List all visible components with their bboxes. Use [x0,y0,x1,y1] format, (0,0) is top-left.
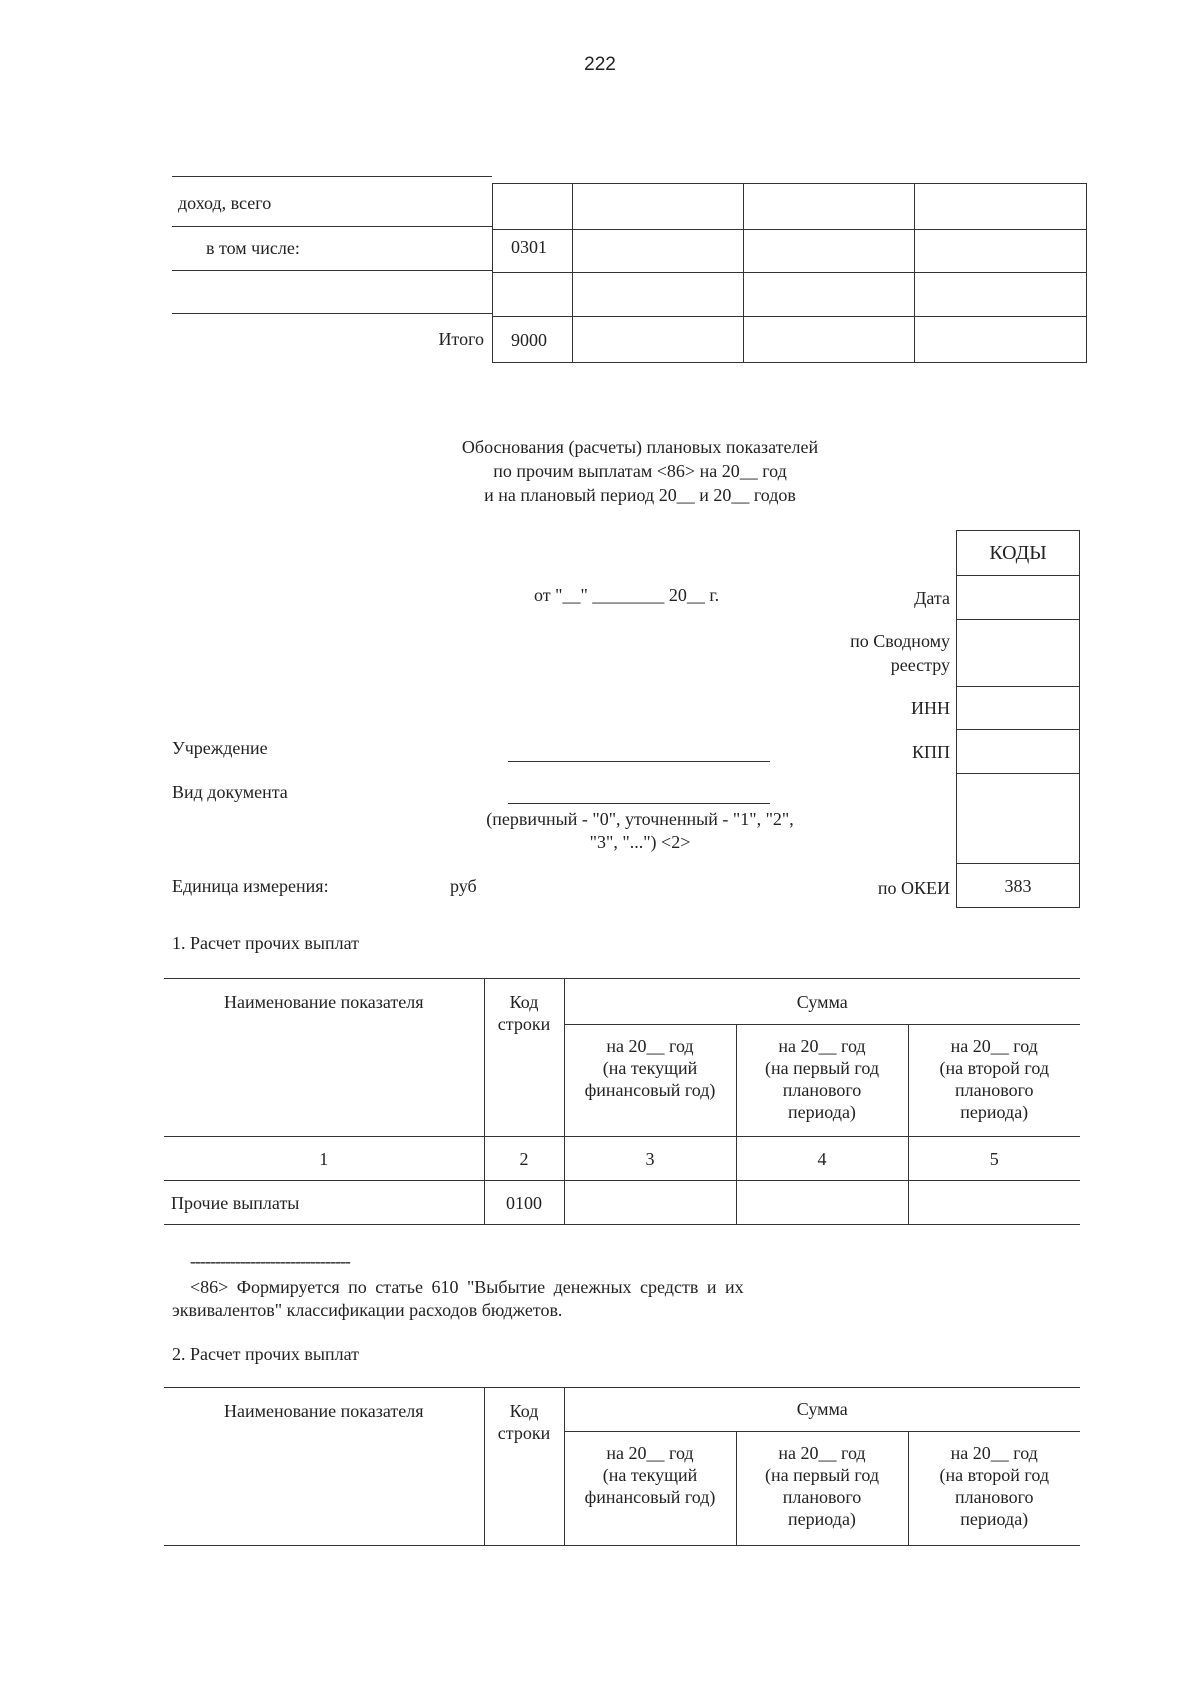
top-code-cell [493,273,573,317]
codes-kpp-label: КПП [911,742,950,762]
s1-col5: на 20__ год (на второй год планового периода) [908,1025,1080,1137]
codes-doctype-cell [957,774,1080,864]
codes-header: КОДЫ [957,531,1080,576]
section2-title: 2. Расчет прочих выплат [172,1344,359,1364]
codes-date-label: Дата [914,588,950,608]
s1-col3: на 20__ год (на текущий финансовый год) [564,1025,736,1137]
s1-col-name: Наименование показателя [164,979,484,1137]
top-table-grid [492,183,1087,363]
s1-num-2: 2 [484,1137,564,1181]
footnote-line-2: эквивалентов" классификации расходов бюджетов. [172,1300,563,1320]
doc-type-underline [508,803,770,804]
codes-okei-label: по ОКЕИ [877,878,950,898]
codes-okei-cell: 383 [957,864,1080,908]
doc-type-label: Вид документа [172,782,288,802]
codes-inn-cell [957,687,1080,730]
s1-num-5: 5 [908,1137,1080,1181]
codes-registry-cell [957,620,1080,687]
codes-registry-label-2: реестру [890,655,950,675]
footnote-separator: -------------------------------- [190,1251,350,1271]
s1-col-sum: Сумма [564,979,1080,1025]
s1-num-1: 1 [164,1137,484,1181]
s1-num-4: 4 [736,1137,908,1181]
date-line: от "__" ________ 20__ г. [534,585,720,605]
codes-inn-label: ИНН [911,698,950,718]
codes-box [956,530,1080,908]
heading-line-3: и на плановый период 20__ и 20__ годов [484,485,796,505]
s1-row-label: Прочие выплаты [164,1181,484,1225]
s2-col5: на 20__ год (на второй год планового периода) [908,1432,1080,1546]
s1-col4: на 20__ год (на первый год планового периода) [736,1025,908,1137]
heading-line-2: по прочим выплатам <86> на 20__ год [493,461,787,481]
institution-label: Учреждение [172,738,268,758]
s2-col-code: Код строки [484,1388,564,1546]
doc-type-hint-2: "3", "...") <2> [589,832,691,852]
s2-col-sum: Сумма [564,1388,1080,1432]
top-row-income-label: доход, всего [178,193,272,213]
unit-label: Единица измерения: [172,876,329,896]
top-code-cell [493,184,573,230]
page-number: 222 [584,54,616,75]
codes-registry-label-1: по Сводному [850,631,950,651]
section1-title: 1. Расчет прочих выплат [172,933,359,953]
institution-underline [508,761,770,762]
unit-value: руб [450,876,477,896]
s1-num-3: 3 [564,1137,736,1181]
heading-line-1: Обоснования (расчеты) плановых показателей [461,437,819,457]
s2-col3: на 20__ год (на текущий финансовый год) [564,1432,736,1546]
s1-col-code: Код строки [484,979,564,1137]
s2-col-name: Наименование показателя [164,1388,484,1546]
section2-table [164,1387,1080,1546]
section1-table [164,978,1080,1225]
doc-type-hint-1: (первичный - "0", уточненный - "1", "2", [486,809,794,829]
top-row-including-label: в том числе: [206,238,300,258]
codes-kpp-cell [957,730,1080,774]
top-row-total-label: Итого [438,329,484,349]
footnote-line-1: <86> Формируется по статье 610 "Выбытие денежных средств и их [190,1277,744,1297]
codes-date-cell [957,576,1080,620]
s1-row-code: 0100 [484,1181,564,1225]
top-code-cell: 0301 [493,230,573,273]
top-code-cell: 9000 [493,317,573,363]
s2-col4: на 20__ год (на первый год планового периода) [736,1432,908,1546]
